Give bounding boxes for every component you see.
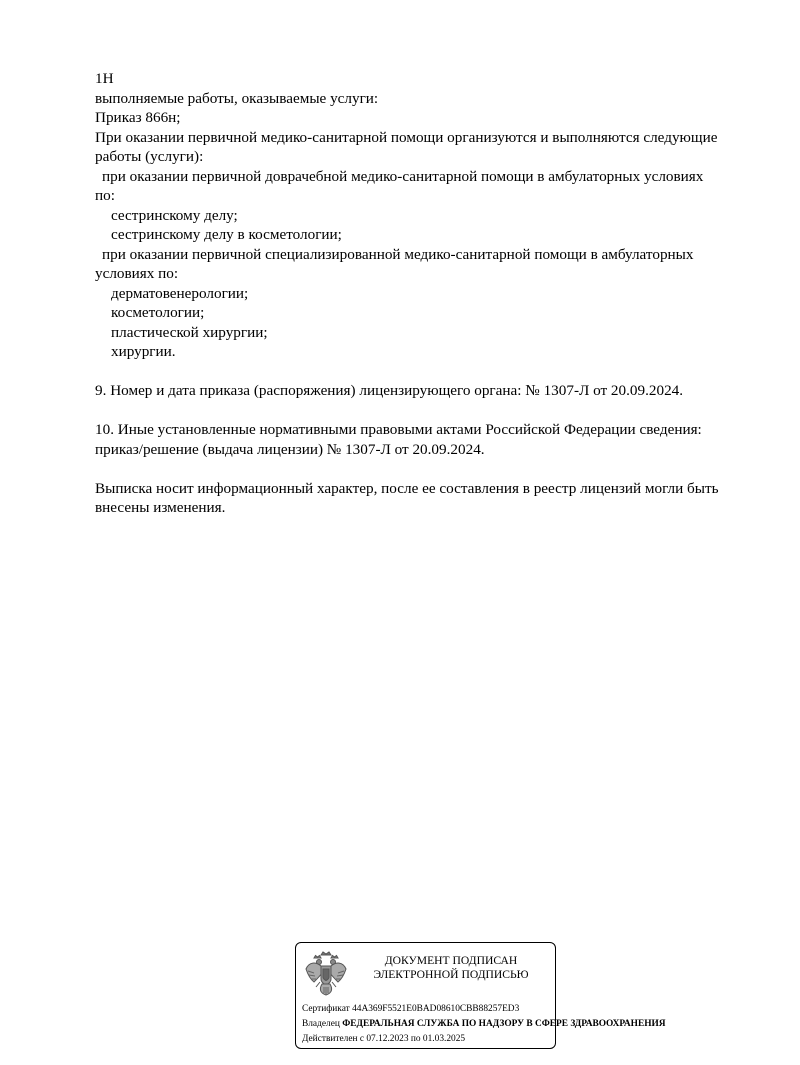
doc-line: условиях по:: [95, 265, 179, 282]
paragraph-gap: [95, 459, 760, 479]
doc-line: 10. Иные установленные нормативными правовыми актами Российской Федерации сведения:: [95, 421, 702, 438]
doc-line: хирургии.: [111, 343, 176, 360]
doc-line: пластической хирургии;: [111, 323, 268, 341]
doc-line: 9. Номер и дата приказа (распоряжения) лицензирующего органа: № 1307-Л от 20.09.2024.: [95, 382, 684, 399]
paragraph-gap: [95, 362, 760, 382]
doc-line: косметологии;: [111, 304, 205, 321]
owner-label: Владелец: [302, 1019, 340, 1029]
doc-line: при оказании первичной доврачебной медико-санитарной помощи в амбулаторных условиях: [102, 167, 704, 185]
doc-line: выполняемые работы, оказываемые услуги:: [95, 89, 379, 107]
stamp-title: [356, 954, 546, 982]
doc-line: дерматовенерологии;: [111, 284, 249, 302]
doc-line: приказ/решение (выдача лицензии) № 1307-Л от 20.09.2024.: [95, 440, 485, 458]
document-body: [95, 69, 760, 518]
doc-line: по:: [95, 187, 115, 204]
doc-line: внесены изменения.: [95, 499, 226, 516]
electronic-signature-stamp: [295, 942, 666, 1049]
doc-line: сестринскому делу в косметологии;: [111, 226, 342, 243]
stamp-details: [302, 1002, 666, 1047]
doc-line: при оказании первичной специализированной медико-санитарной помощи в амбулаторных: [102, 245, 694, 263]
coat-of-arms-icon: [304, 949, 348, 997]
doc-line: При оказании первичной медико-санитарной помощи организуются и выполняются следующие: [95, 128, 718, 146]
doc-line: Выписка носит информационный характер, после ее составления в реестр лицензий могли быть: [95, 479, 719, 497]
doc-line: Приказ 866н;: [95, 109, 181, 126]
stamp-title-line: ЭЛЕКТРОННОЙ ПОДПИСЬЮ: [373, 968, 529, 981]
doc-line: работы (услуги):: [95, 148, 204, 165]
paragraph-gap: [95, 401, 760, 421]
doc-line: сестринскому делу;: [111, 206, 238, 224]
certificate-number: Сертификат 44A369F5521E0BAD08610CBB88257ED3: [302, 1004, 520, 1014]
stamp-title-line: ДОКУМЕНТ ПОДПИСАН: [384, 954, 518, 967]
validity-period: Действителен с 07.12.2023 по 01.03.2025: [302, 1034, 466, 1044]
doc-line: 1Н: [95, 70, 114, 87]
certificate-owner: [302, 1017, 666, 1032]
owner-value: ФЕДЕРАЛЬНАЯ СЛУЖБА ПО НАДЗОРУ В СФЕРЕ ЗДРАВООХРАНЕНИЯ: [342, 1019, 666, 1029]
